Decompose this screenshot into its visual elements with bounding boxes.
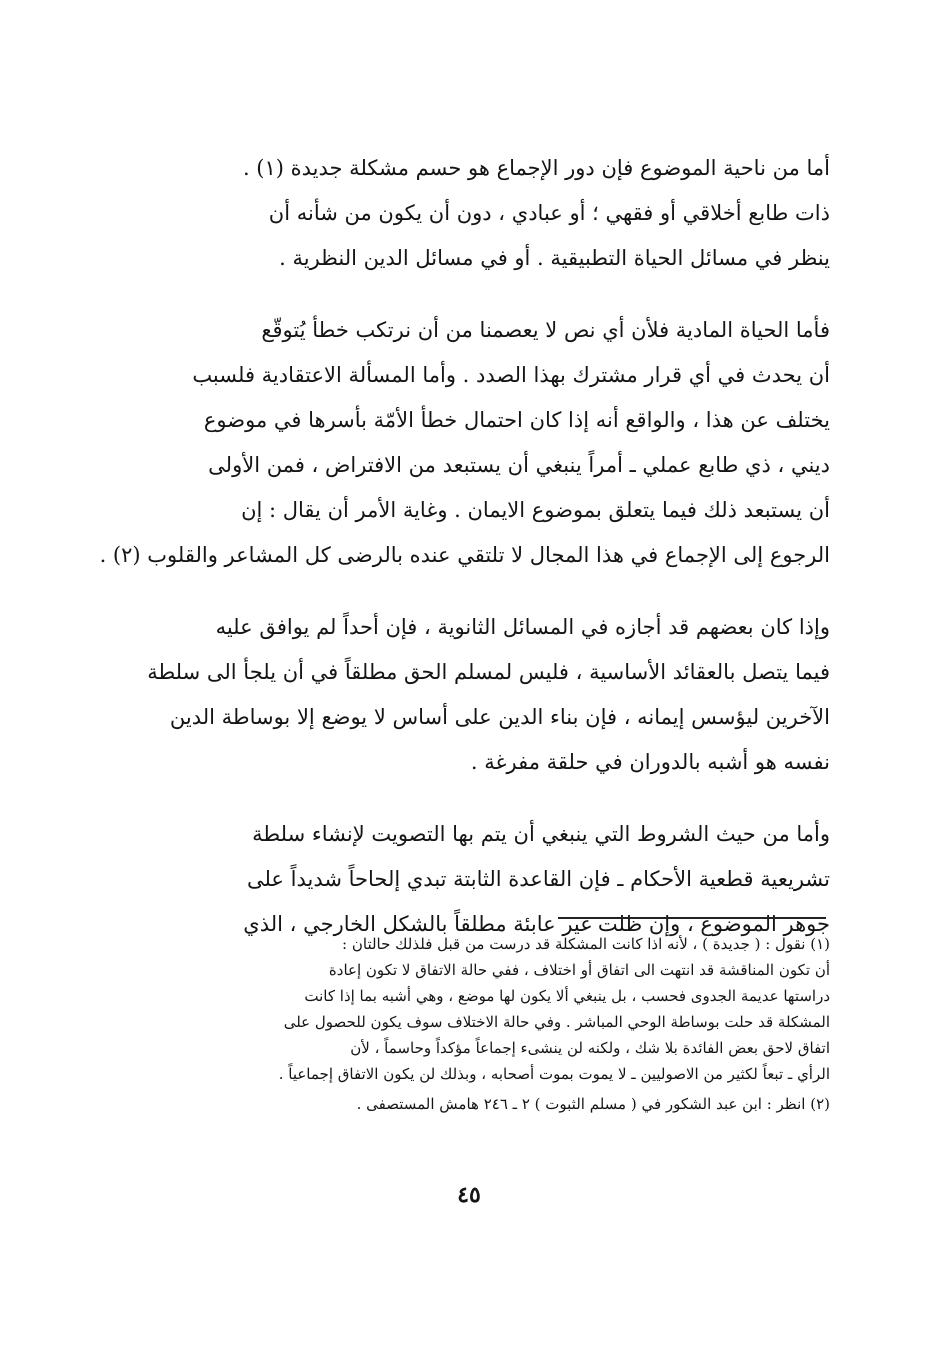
text-line: فأما الحياة المادية فلأن أي نص لا يعصمنا من أن نرتكب خطأ يُتوقّع: [261, 318, 830, 342]
footnote-divider: [558, 917, 826, 919]
footnote-line: دراستها عديمة الجدوى فحسب ، بل ينبغي ألا يكون لها موضع ، وهي أشبه بما إذا كانت: [304, 987, 830, 1005]
text-line: وإذا كان بعضهم قد أجازه في المسائل الثانوية ، فإن أحداً لم يوافق عليه: [215, 615, 830, 639]
text-line: أن يستبعد ذلك فيما يتعلق بموضوع الايمان . وغاية الأمر أن يقال : إن: [241, 498, 830, 522]
body-text: [99, 146, 830, 974]
text-line: أما من ناحية الموضوع فإن دور الإجماع هو حسم مشكلة جديدة (١) .: [242, 156, 830, 180]
page-number: ٤٥: [457, 1182, 481, 1208]
text-line: يختلف عن هذا ، والواقع أنه إذا كان احتمال خطأ الأمّة بأسرها في موضوع: [203, 408, 830, 432]
text-line: ينظر في مسائل الحياة التطبيقية . أو في مسائل الدين النظرية .: [279, 246, 830, 270]
paragraph-4: [150, 812, 830, 947]
text-line: ذات طابع أخلاقي أو فقهي ؛ أو عبادي ، دون أن يكون من شأنه أن: [268, 201, 830, 225]
text-line: ديني ، ذي طابع عملي ـ أمراً ينبغي أن يستبعد من الافتراض ، فمن الأولى: [208, 453, 830, 477]
footnotes: [150, 931, 830, 1121]
text-line: أن يحدث في أي قرار مشترك بهذا الصدد . وأما المسألة الاعتقادية فلسبب: [192, 363, 830, 387]
text-line: جوهر الموضوع ، وإن ظلت غير عابئة مطلقاً بالشكل الخارجي ، الذي: [243, 912, 830, 936]
footnote-2: [150, 1091, 830, 1117]
footnote-line: (٢) انظر : ابن عبد الشكور في ( مسلم الثبوت ) ٢ ـ ٢٤٦ هامش المستصفى .: [356, 1095, 830, 1113]
text-line: الرجوع إلى الإجماع في هذا المجال لا تلتقي عنده بالرضى كل المشاعر والقلوب (٢) .: [99, 543, 830, 567]
footnote-line: الرأي ـ تبعاً لكثير من الاصوليين ـ لا يموت بموت أصحابه ، وبذلك لن يكون الاتفاق إجماعياً .: [278, 1065, 830, 1083]
footnote-line: المشكلة قد حلت بوساطة الوحي المباشر . وفي حالة الاختلاف سوف يكون للحصول على: [283, 1013, 830, 1031]
text-line: وأما من حيث الشروط التي ينبغي أن يتم بها التصويت لإنشاء سلطة: [252, 822, 830, 846]
paragraph-3: [147, 605, 830, 785]
paragraph-2: [99, 308, 830, 578]
paragraph-1: [150, 146, 830, 281]
footnote-line: (١) نقول : ( جديدة ) ، لأنه اذا كانت المشكلة قد درست من قبل فلذلك حالتان :: [342, 935, 830, 953]
footnote-1: [150, 931, 830, 1087]
footnote-line: اتفاق لاحق بعض الفائدة بلا شك ، ولكنه لن ينشىء إجماعاً مؤكداً وحاسماً ، لأن: [350, 1039, 830, 1057]
text-line: نفسه هو أشبه بالدوران في حلقة مفرغة .: [470, 750, 830, 774]
footnote-line: أن تكون المناقشة قد انتهت الى اتفاق أو اختلاف ، ففي حالة الاتفاق لا تكون إعادة: [328, 961, 830, 979]
text-line: الآخرين ليؤسس إيمانه ، فإن بناء الدين على أساس لا يوضع إلا بوساطة الدين: [169, 705, 830, 729]
text-line: فيما يتصل بالعقائد الأساسية ، فليس لمسلم الحق مطلقاً في أن يلجأ الى سلطة: [147, 660, 830, 684]
text-line: تشريعية قطعية الأحكام ـ فإن القاعدة الثابتة تبدي إلحاحاً شديداً على: [246, 867, 830, 891]
